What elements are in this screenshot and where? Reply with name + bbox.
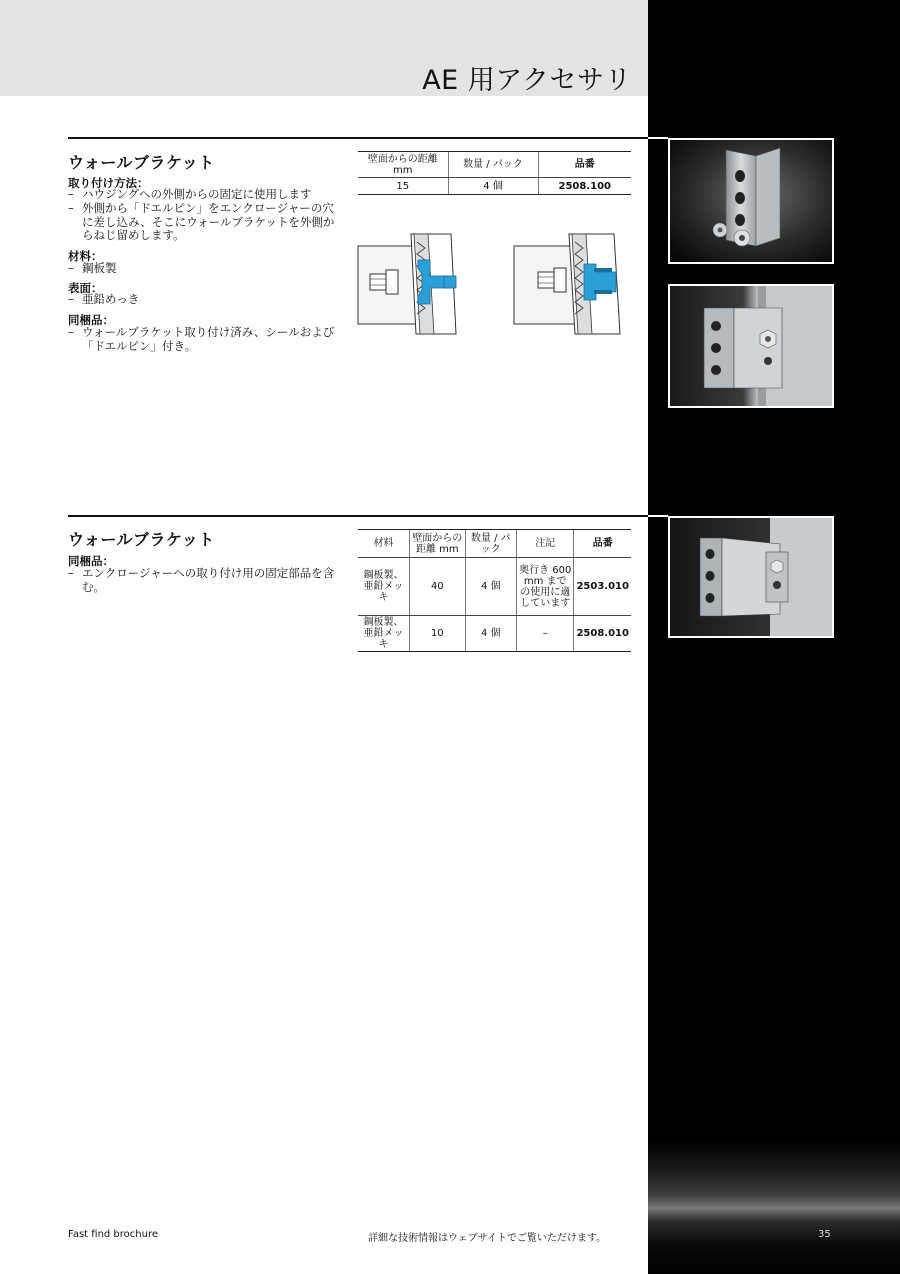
wall-bracket-large-photo [668, 516, 834, 638]
table-cell: 15 [358, 178, 448, 195]
list-item [68, 202, 343, 243]
wall-bracket-mounted-photo [668, 284, 834, 408]
table-header: 数量 / パック [448, 152, 538, 178]
included-label: 同梱品： [68, 313, 114, 327]
table-cell: 鋼板製、亜鉛メッキ [358, 616, 410, 652]
table-cell: – [516, 616, 573, 652]
section-divider [68, 515, 648, 517]
table-row [358, 616, 631, 652]
list-item [68, 326, 343, 353]
footer-note: 詳細な技術情報はウェブサイトでご覧いただけます。 [368, 1233, 607, 1244]
spec-table [358, 529, 631, 652]
table-cell: 鋼板製、亜鉛メッキ [358, 558, 410, 616]
list-item-text: 鋼板製 [82, 261, 117, 275]
section-divider [68, 137, 648, 139]
list-item-text: エンクロージャーへの取り付け用の固定部品を含む。 [82, 566, 335, 594]
spec-table [358, 151, 631, 195]
list-item-text: ウォールブラケット取り付け済み、シールおよび「ドエルピン」付き。 [82, 325, 335, 353]
table-header: 注記 [516, 530, 573, 558]
list-item [68, 188, 343, 202]
included-label: 同梱品： [68, 554, 114, 568]
table-header: 材料 [358, 530, 410, 558]
table-cell: 4 個 [448, 178, 538, 195]
list-item-text: 亜鉛めっき [82, 292, 140, 306]
dash-bullet: – [68, 566, 74, 580]
list-item-text: ハウジングへの外側からの固定に使用します [82, 187, 312, 201]
page-title: AE 用アクセサリ [422, 65, 632, 96]
section-divider-extension [648, 137, 668, 139]
dash-bullet: – [68, 261, 74, 275]
table-cell: 2508.100 [538, 178, 631, 195]
section-divider-extension [648, 515, 668, 517]
section-title: ウォールブラケット [68, 153, 215, 172]
list-item [68, 567, 343, 594]
page-number: 35 [818, 1229, 831, 1240]
list-item [68, 262, 343, 276]
table-cell: 4 個 [465, 616, 516, 652]
table-header: 数量 / パック [465, 530, 516, 558]
table-header: 品番 [574, 530, 631, 558]
table-cell: 10 [410, 616, 466, 652]
mounting-diagram-before [356, 232, 476, 336]
table-header: 品番 [538, 152, 631, 178]
table-cell: 奥行き 600 mm までの使用に適しています [516, 558, 573, 616]
list-item [68, 293, 343, 307]
table-cell: 4 個 [465, 558, 516, 616]
table-cell: 40 [410, 558, 466, 616]
wall-bracket-photo [668, 138, 834, 264]
dash-bullet: – [68, 292, 74, 306]
mounting-diagram-after [512, 232, 634, 336]
material-label: 材料： [68, 249, 103, 263]
footer-brochure-name: Fast find brochure [68, 1229, 159, 1240]
dash-bullet: – [68, 325, 74, 339]
table-row [358, 558, 631, 616]
table-cell: 2503.010 [574, 558, 631, 616]
mounting-label: 取り付け方法： [68, 176, 149, 190]
list-item-text: 外側から「ドエルピン」をエンクロージャーの穴に差し込み、そこにウォールブラケットを外側からねじ留めします。 [82, 201, 335, 242]
dash-bullet: – [68, 201, 74, 215]
table-row [358, 178, 631, 195]
surface-label: 表面： [68, 281, 103, 295]
table-header: 壁面からの距離 mm [410, 530, 466, 558]
table-cell: 2508.010 [574, 616, 631, 652]
dash-bullet: – [68, 187, 74, 201]
section-title: ウォールブラケット [68, 530, 215, 549]
table-header: 壁面からの距離 mm [358, 152, 448, 178]
